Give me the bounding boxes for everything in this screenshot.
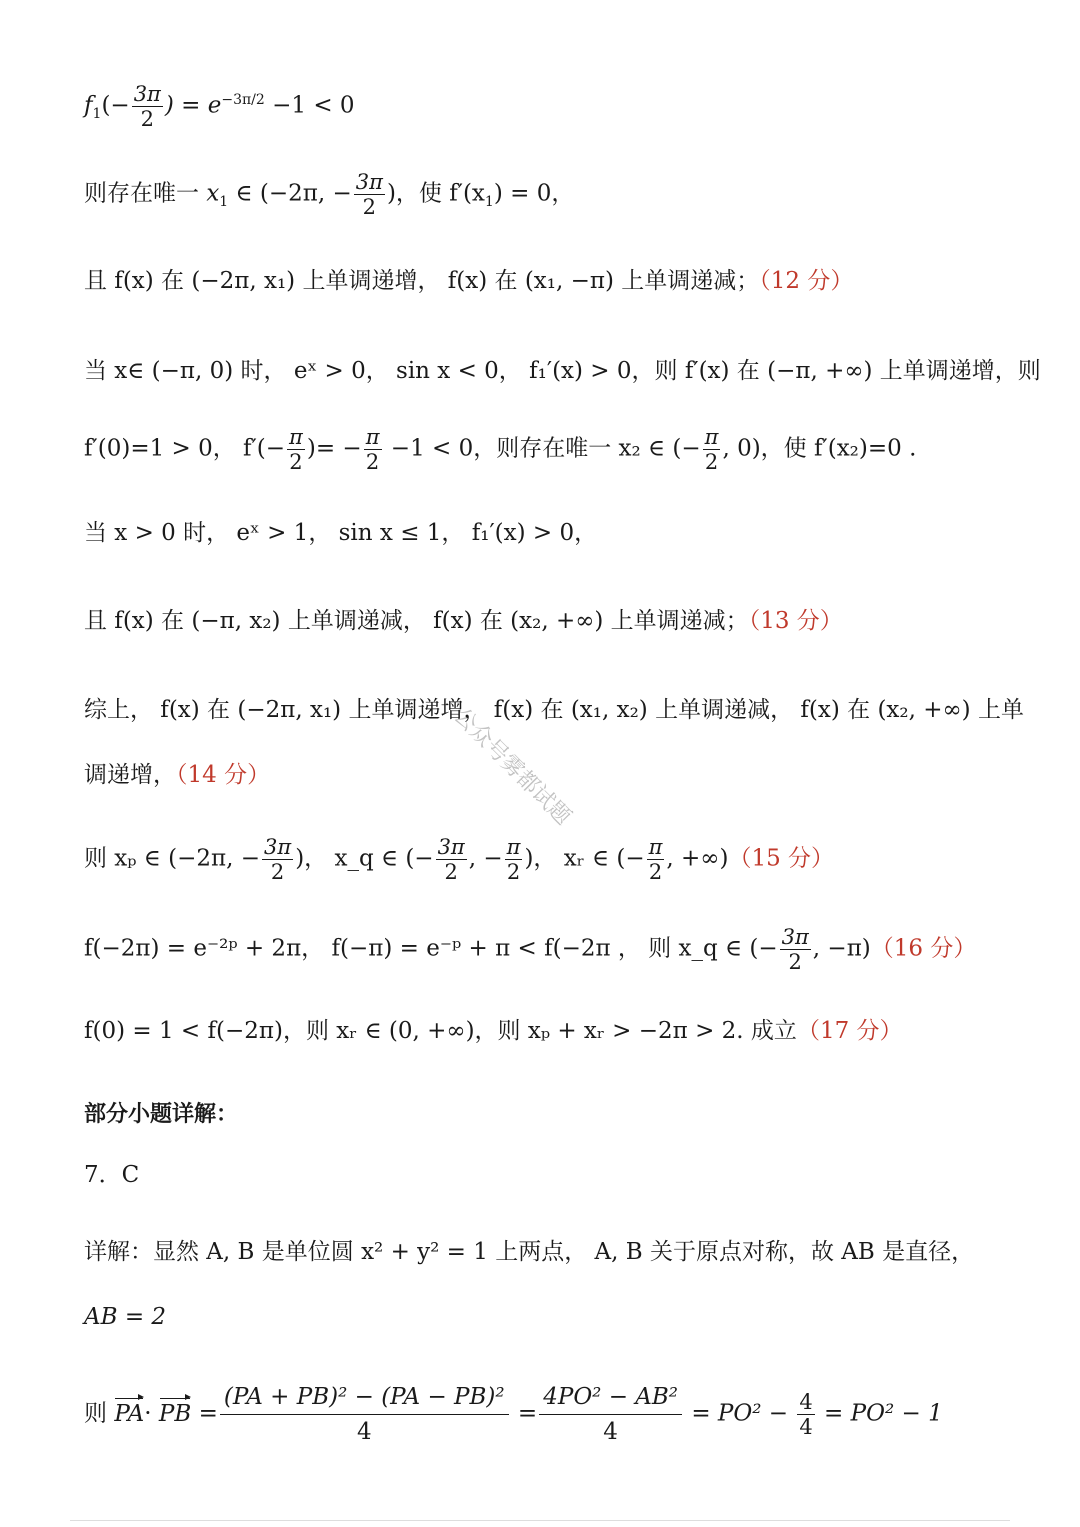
line-12 [84,1014,1040,1048]
text: 当 x∈ (−π, 0) 时， eˣ > 0， sin x < 0， f₁′(x) > 0，则 f′(x) 在 (−π, +∞) 上单调递增，则 [84,358,1041,384]
line-5 [84,425,1040,474]
text: = [191,1400,218,1427]
page-bottom-rule [70,1520,1010,1521]
text: f(0) = 1 < f(−2π)，则 xᵣ ∈ (0, +∞)，则 xₚ + xᵣ > −2π > 2. 成立 [84,1018,797,1044]
line-2 [84,170,1040,219]
text: f(−2π) = e⁻²ᵖ + 2π， f(−π) = e⁻ᵖ + π < f(−2π ， 则 x_q ∈ (− [84,935,778,962]
text: 且 f(x) 在 (−2π, x₁) 上单调递增， f(x) 在 (x₁, −π) 上单调递减； [84,268,760,294]
text: )， x_q ∈ (− [295,845,434,872]
section-heading: 部分小题详解： [84,1102,239,1127]
denominator: 2 [270,860,285,884]
text: )，使 f′(x [386,180,485,207]
denominator: 2 [444,860,458,884]
numerator: π [648,835,663,859]
denominator: 2 [506,860,521,884]
text: = [510,1400,538,1427]
denominator: 4 [356,1419,372,1445]
fraction [132,82,163,131]
numerator: 3π [264,835,292,859]
text: = PO² − 1 [816,1400,943,1427]
watermark: 公众号雾都试题 [448,703,576,831]
line-9 [84,758,1040,792]
fraction [287,425,305,474]
score-note: （14 分） [176,762,271,788]
text: , +∞) [666,845,729,872]
question-answer: 7．C [84,1162,140,1188]
text: 则存在唯一 [84,180,207,207]
fraction [262,835,293,884]
numerator: 4PO² − AB² [539,1380,682,1415]
fraction [220,1380,509,1449]
text: · [144,1400,159,1427]
fraction [703,425,721,474]
text: ) = e [164,92,222,119]
text: ∈ (−2π, − [228,180,352,207]
var-x: x [206,180,220,207]
exponent: −3π/2 [221,91,265,108]
denominator: 2 [289,450,303,474]
text: 详解：显然 A, B 是单位圆 x² + y² = 1 上两点， A, B 关于原点对称，故 AB 是直径， [84,1239,975,1265]
line-11 [84,925,1040,974]
text: 且 f(x) 在 (−π, x₂) 上单调递减， f(x) 在 (x₂, +∞) 上单调递减； [84,608,749,634]
text: , − [468,845,503,872]
line-6 [84,516,1040,550]
line-8 [84,693,1040,727]
score-note: （17 分） [796,1018,903,1044]
numerator: π [704,425,719,449]
numerator: 3π [781,925,809,949]
text: 则 [84,1400,115,1427]
text: 当 x > 0 时， eˣ > 1， sin x ≤ 1， f₁′(x) > 0， [84,520,598,546]
text: −1 < 0，则存在唯一 x₂ ∈ (− [383,435,701,462]
fn-f: f [84,92,93,119]
denominator: 2 [362,195,377,219]
vector-pb: PB [159,1397,191,1431]
denominator: 4 [799,1415,813,1439]
numerator: π [506,835,521,859]
numerator: 3π [133,82,161,106]
numerator: π [365,425,380,449]
text: 综上， f(x) 在 (−2π, x₁) 上单调递增， f(x) 在 (x₁, x₂) 上单调递减， f(x) 在 (x₂, +∞) 上单 [84,697,1024,723]
denominator: 2 [140,107,154,131]
subscript: 1 [484,194,494,211]
fraction [436,835,467,884]
fraction [780,925,811,974]
fraction [505,835,523,884]
score-note: （13 分） [748,608,843,634]
text: −1 < 0 [264,92,355,119]
text: )= − [306,435,362,462]
line-10 [84,835,1040,884]
numerator: π [289,425,303,449]
fraction [797,1390,814,1439]
denominator: 2 [788,950,802,974]
text: 则 xₚ ∈ (−2π, − [84,845,261,872]
text: )， xᵣ ∈ (− [524,845,645,872]
line-3 [84,264,1040,298]
denominator: 4 [603,1419,618,1445]
numerator: (PA + PB)² − (PA − PB)² [220,1380,509,1415]
numerator: 4 [799,1390,813,1414]
score-note: （15 分） [728,845,835,872]
denominator: 2 [365,450,380,474]
text: , 0)，使 f′(x₂)=0 . [722,435,917,462]
vector-pa: PA [114,1397,144,1431]
line-4 [84,354,1040,388]
fraction [364,425,382,474]
text: (− [101,92,130,119]
line-7 [84,604,1040,638]
subscript: 1 [219,194,229,211]
line-16: AB = 2 [84,1304,167,1330]
numerator: 3π [437,835,465,859]
line-1 [84,82,1040,131]
text: 调递增， [84,762,176,788]
score-note: （12 分） [759,268,854,294]
line-15 [84,1235,1040,1269]
score-note: （16 分） [870,935,977,962]
subscript: 1 [92,106,102,123]
numerator: 3π [355,170,383,194]
fraction [354,170,385,219]
text: , −π) [812,935,871,962]
denominator: 2 [648,860,663,884]
text: ) = 0， [493,180,575,207]
line-17 [84,1380,1040,1449]
text: f′(0)=1 > 0， f′(− [84,435,286,462]
fraction [539,1380,682,1449]
denominator: 2 [704,450,719,474]
text: = PO² − [684,1400,796,1427]
fraction [647,835,665,884]
